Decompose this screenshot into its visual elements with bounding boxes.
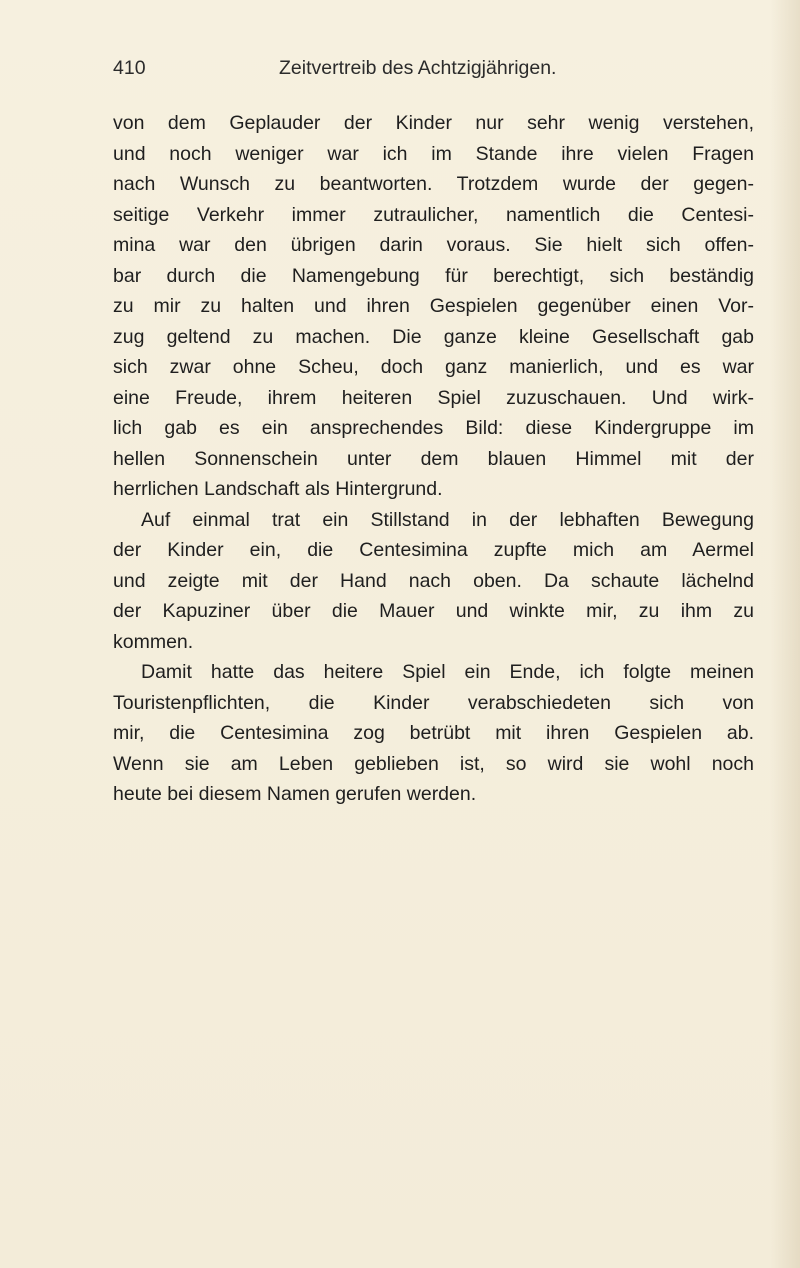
text-line: bar durch die Namengebung für berechtigt, sich beständig [113,264,754,287]
text-line: und noch weniger war ich im Stande ihre vielen Fragen [113,142,754,165]
text-line: nach Wunsch zu beantworten. Trotzdem wurde der gegen- [113,173,754,195]
page-number: 410 [113,57,146,79]
text-line: Touristenpflichten, die Kinder verabschiedeten sich von [113,691,754,714]
text-line: zu mir zu halten und ihren Gespielen gegenüber einen Vor- [113,295,754,317]
text-line: lich gab es ein ansprechendes Bild: diese Kindergruppe im [113,417,754,439]
text-line: mir, die Centesimina zog betrübt mit ihren Gespielen ab. [113,722,754,744]
text-line: hellen Sonnenschein unter dem blauen Himmel mit der [113,447,754,470]
text-line: herrlichen Landschaft als Hintergrund. [113,478,443,500]
text-line: Damit hatte das heitere Spiel ein Ende, ich folgte meinen [141,661,754,683]
page-header [113,57,753,87]
text-line: von dem Geplauder der Kinder nur sehr wenig verstehen, [113,112,754,134]
text-line: und zeigte mit der Hand nach oben. Da schaute lächelnd [113,569,754,592]
text-line: seitige Verkehr immer zutraulicher, namentlich die Centesi- [113,203,754,226]
text-line: der Kapuziner über die Mauer und winkte mir, zu ihm zu [113,600,754,622]
text-line: mina war den übrigen darin voraus. Sie hielt sich offen- [113,234,754,256]
text-line: Auf einmal trat ein Stillstand in der lebhaften Bewegung [141,508,754,531]
running-title: Zeitvertreib des Achtzigjährigen. [279,57,557,79]
text-line: sich zwar ohne Scheu, doch ganz manierlich, und es war [113,356,754,378]
text-line: Wenn sie am Leben geblieben ist, so wird sie wohl noch [113,752,754,775]
text-line: eine Freude, ihrem heiteren Spiel zuzuschauen. Und wirk- [113,386,754,409]
text-line: heute bei diesem Namen gerufen werden. [113,783,477,805]
text-line: der Kinder ein, die Centesimina zupfte mich am Aermel [113,539,754,561]
text-line: zug geltend zu machen. Die ganze kleine Gesellschaft gab [113,325,754,348]
text-line: kommen. [113,630,194,653]
body-text [113,108,754,810]
